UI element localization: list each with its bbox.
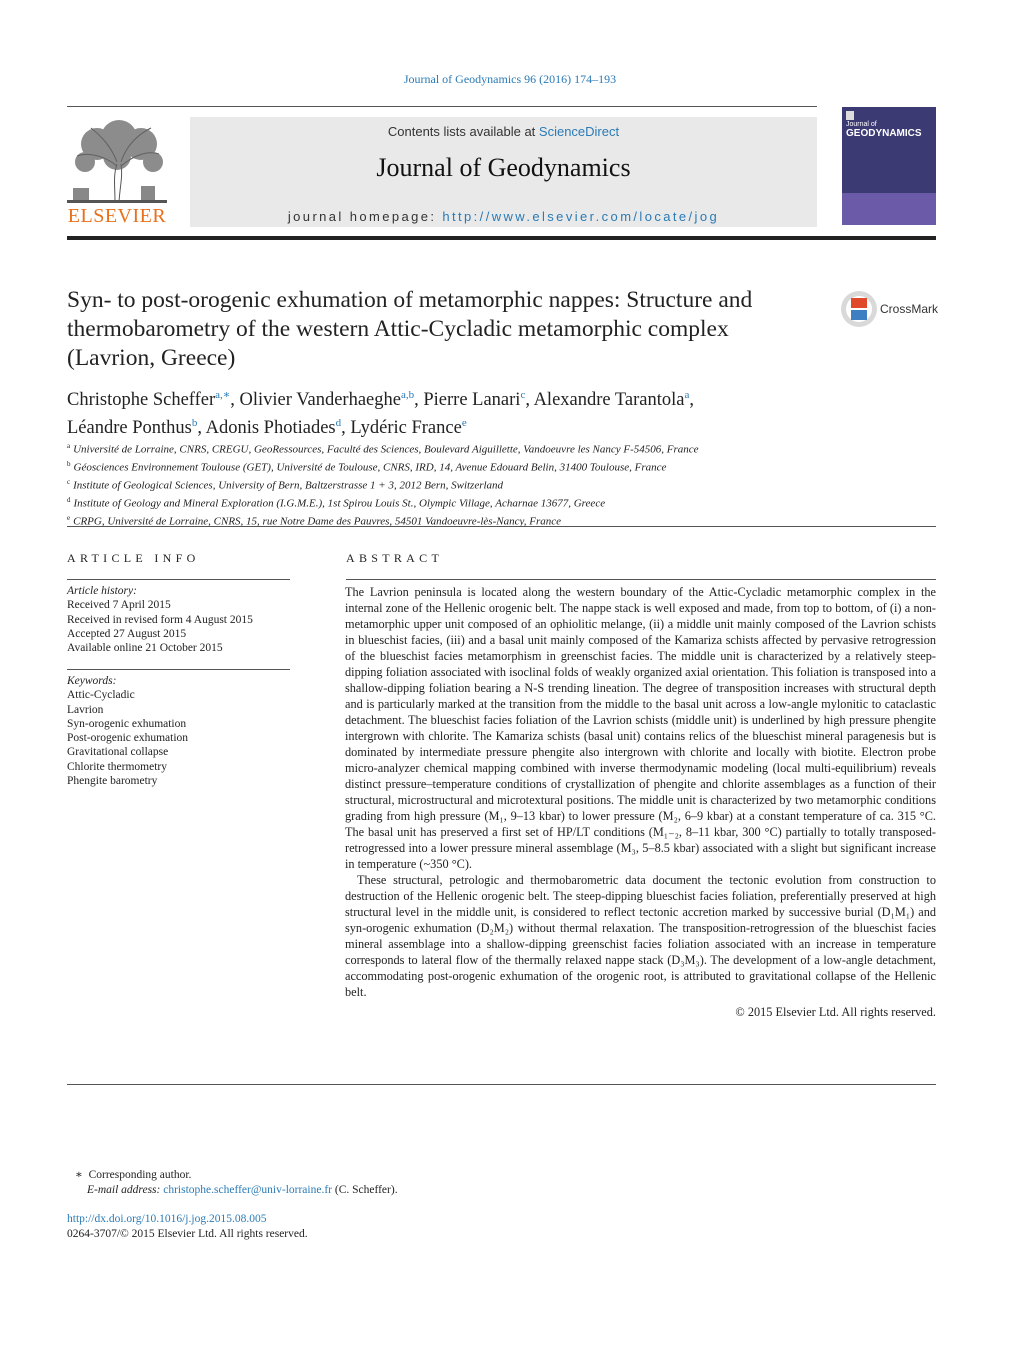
history-item: Accepted 27 August 2015: [67, 627, 187, 640]
author-separator: ,: [197, 418, 206, 439]
homepage-link[interactable]: http://www.elsevier.com/locate/jog: [442, 209, 720, 224]
affiliation-item: [67, 457, 936, 475]
author-affiliation-mark[interactable]: a,∗: [215, 389, 231, 401]
history-label: Article history:: [67, 585, 137, 597]
affiliation-key: c: [67, 478, 71, 487]
author-name[interactable]: Olivier Vanderhaeghe: [239, 390, 401, 411]
homepage-line: [190, 209, 817, 224]
doi-link[interactable]: http://dx.doi.org/10.1016/j.jog.2015.08.005: [67, 1213, 267, 1225]
corresponding-line: [67, 1168, 936, 1183]
article-history: [67, 584, 290, 655]
affiliation-key: e: [67, 514, 71, 523]
author-affiliation-mark[interactable]: b: [191, 417, 198, 430]
keywords-label: Keywords:: [67, 675, 117, 687]
crossmark-badge[interactable]: [840, 290, 940, 330]
doi-block: [67, 1212, 936, 1241]
history-item: Received 7 April 2015: [67, 599, 171, 612]
keyword-item: Phengite barometry: [67, 775, 158, 788]
affiliation-text: Université de Lorraine, CNRS, CREGU, GeoRessources, Faculté des Sciences, Boulevard Aiguillette, Vandoeuvre les Nancy F-54506, France: [73, 443, 699, 456]
keyword-item: Syn-orogenic exhumation: [67, 717, 187, 730]
header-rule: [67, 106, 817, 107]
abstract-paragraph: The Lavrion peninsula is located along the western boundary of the Attic-Cycladic metamorphic complex in the internal zone of the Hellenic orogenic belt. The nappe stack is well exposed and made, from top to bottom, of (i) a non-metamorphic upper unit composed of an ophiolitic melange, (ii) a middle unit mainly composed of the Lavrion schists in blueschist facies, (iii) and a basal unit mainly composed of the Kamariza schists affected by pervasive retrogression of the blueschist facies metamorphism in greenschist facies. The middle unit is characterized by a relatively steep-dipping foliation associated with isoclinal folds of weakly organized axial orientation. This foliation is transposed into a shallow-dipping foliation bearing a N-S trending lineation. The degree of transposition increases with structural depth and is particularly marked at the transition from the middle to the basal unit across a low-angle mylonitic to cataclastic detachment. The blueschist facies foliation of the Lavrion schists (middle unit) is underlined by high pressure phengite intergrown with chlorite. The Kamariza schists (basal unit) contains relics of the blueschist mineral paragenesis but is dominated by intermediate pressure phengite also intergrown with chlorite and locally with biotite. Electron probe micro-analyzer chemical mapping combined with inverse thermodynamic modeling (local multi-equilibrium) reveals distinct pressure–temperature conditions of crystallization of phengite and chlorite assemblages as a function of their structural, microstructural and microtextural positions. The middle unit is characterized by two metamorphic conditions grading from high pressure (M₁, 9–13 kbar) to lower pressure (M₂, 6–9 kbar) at a constant temperature of ca. 315 °C. The basal unit has preserved a first set of HP/LT conditions (M₁₋₂, 8–11 kbar, 300 °C) partially to totally transposed-retrogressed into a lower pressure mineral assemblage (M₃, 5–8.5 kbar) associated with a slight but significant increase in temperature (~350 °C).: [345, 585, 936, 871]
author-separator: ,: [341, 418, 351, 439]
journal-masthead: [190, 117, 817, 227]
cover-graphic: [842, 193, 936, 225]
author-separator: ,: [525, 390, 534, 411]
email-line: [67, 1183, 936, 1198]
abstract-heading: ABSTRACT: [346, 551, 444, 565]
author-name[interactable]: Léandre Ponthus: [67, 418, 192, 439]
affiliation-text: CRPG, Université de Lorraine, CNRS, 15, rue Notre Dame des Pauvres, 54501 Vandoeuvre-lès-Nancy, France: [73, 515, 561, 528]
corresponding-mark: ∗: [75, 1169, 83, 1181]
contents-prefix: Contents lists available at: [387, 124, 539, 139]
cover-publisher-mark: [846, 111, 854, 120]
keyword-item: Chlorite thermometry: [67, 760, 167, 773]
affiliation-key: a: [67, 442, 71, 450]
affiliation-item: [67, 439, 936, 457]
author-name[interactable]: Lydéric France: [350, 418, 462, 439]
affiliation-key: d: [67, 496, 71, 505]
email-link[interactable]: christophe.scheffer@univ-lorraine.fr: [163, 1183, 332, 1196]
keyword-item: Post-orogenic exhumation: [67, 732, 189, 745]
elsevier-wordmark: ELSEVIER: [67, 205, 167, 227]
contents-line: [190, 124, 817, 139]
cover-title: GEODYNAMICS: [846, 128, 922, 139]
author-affiliation-mark[interactable]: d: [335, 417, 342, 430]
author-name[interactable]: Pierre Lanari: [423, 390, 521, 411]
author-affiliation-mark[interactable]: a: [684, 389, 690, 401]
history-item: Received in revised form 4 August 2015: [67, 613, 253, 626]
affiliation-text: Institute of Geological Sciences, University of Bern, Baltzerstrasse 1 + 3, 2012 Bern, Switzerland: [73, 479, 504, 492]
author-affiliation-mark[interactable]: a,b: [400, 389, 415, 401]
keyword-item: Gravitational collapse: [67, 746, 169, 759]
article-info-heading: ARTICLE INFO: [67, 551, 200, 565]
author-separator: ,: [230, 390, 240, 411]
article-title: Syn- to post-orogenic exhumation of metamorphic nappes: Structure and thermobarometry of the western Attic-Cycladic metamorphic complex (Lavrion, Greece): [67, 287, 753, 371]
keyword-item: Attic-Cycladic: [67, 689, 135, 702]
history-item: Available online 21 October 2015: [67, 642, 223, 655]
footer-rule: [67, 1084, 936, 1085]
journal-name: Journal of Geodynamics: [376, 153, 631, 182]
author-separator: ,: [414, 390, 424, 411]
crossmark-icon: [840, 290, 878, 328]
copyright-line: © 2015 Elsevier Ltd. All rights reserved.: [735, 1005, 936, 1019]
keywords-block: [67, 674, 290, 788]
abstract-body: [345, 584, 936, 1020]
email-suffix: (C. Scheffer).: [332, 1183, 398, 1196]
header-thick-rule: [67, 236, 936, 240]
author-name[interactable]: Alexandre Tarantola: [533, 390, 685, 411]
corresponding-label: Corresponding author.: [88, 1169, 192, 1181]
author-name[interactable]: Adonis Photiades: [205, 418, 336, 439]
homepage-prefix: journal homepage:: [287, 209, 443, 224]
crossmark-label: CrossMark: [880, 302, 939, 316]
corresponding-footnote: [67, 1168, 936, 1197]
sciencedirect-link[interactable]: ScienceDirect: [538, 124, 620, 139]
affiliation-item: [67, 475, 936, 493]
author-name[interactable]: Christophe Scheffer: [67, 390, 216, 411]
affiliation-text: Institute of Geology and Mineral Exploration (I.G.M.E.), 1st Spirou Louis St., Olympic Village, Acharnae 13677, Greece: [73, 497, 606, 510]
affiliation-key: b: [67, 460, 71, 469]
info-rule: [67, 579, 290, 580]
affiliation-list: [67, 439, 936, 529]
abstract-paragraph: These structural, petrologic and thermobarometric data document the tectonic evolution from construction to destruction of the Hellenic orogenic belt. The steep-dipping blueschist facies foliation, preferentially preserved at high structural level in the middle unit, is considered to reflect tectonic accretion marked by successive burial (D₁M₁) and syn-orogenic exhumation (D₂M₂) without thermal relaxation. The transposition-retrogression of the blueschist facies mineral assemblage into a shallow-dipping greenschist facies foliation associated with an increase in temperature corresponds to lateral flow of the thermally relaxed nappe stack (D₃M₃). The development of a low-angle detachment, accommodating post-orogenic exhumation of the orogenic root, is attributed to gravitational collapse of the Hellenic belt.: [345, 873, 936, 999]
journal-cover: [842, 107, 936, 225]
journal-citation[interactable]: Journal of Geodynamics 96 (2016) 174–193: [403, 72, 617, 86]
cover-small-text: Journal of: [846, 121, 877, 128]
info-rule: [67, 669, 290, 670]
issn-line: 0264-3707/© 2015 Elsevier Ltd. All rights reserved.: [67, 1227, 308, 1240]
abstract-rule: [346, 579, 936, 580]
author-separator: ,: [689, 390, 694, 411]
author-affiliation-mark[interactable]: c: [520, 389, 526, 401]
author-list: [67, 384, 936, 440]
affiliation-text: Géosciences Environnement Toulouse (GET), Université de Toulouse, CNRS, IRD, 14, Avenue Edouard Belin, 31400 Toulouse, France: [73, 461, 667, 474]
section-rule: [67, 526, 936, 527]
affiliation-item: [67, 493, 936, 511]
email-label: E-mail address:: [87, 1183, 164, 1196]
keyword-item: Lavrion: [67, 703, 104, 716]
author-affiliation-mark[interactable]: e: [461, 417, 467, 430]
